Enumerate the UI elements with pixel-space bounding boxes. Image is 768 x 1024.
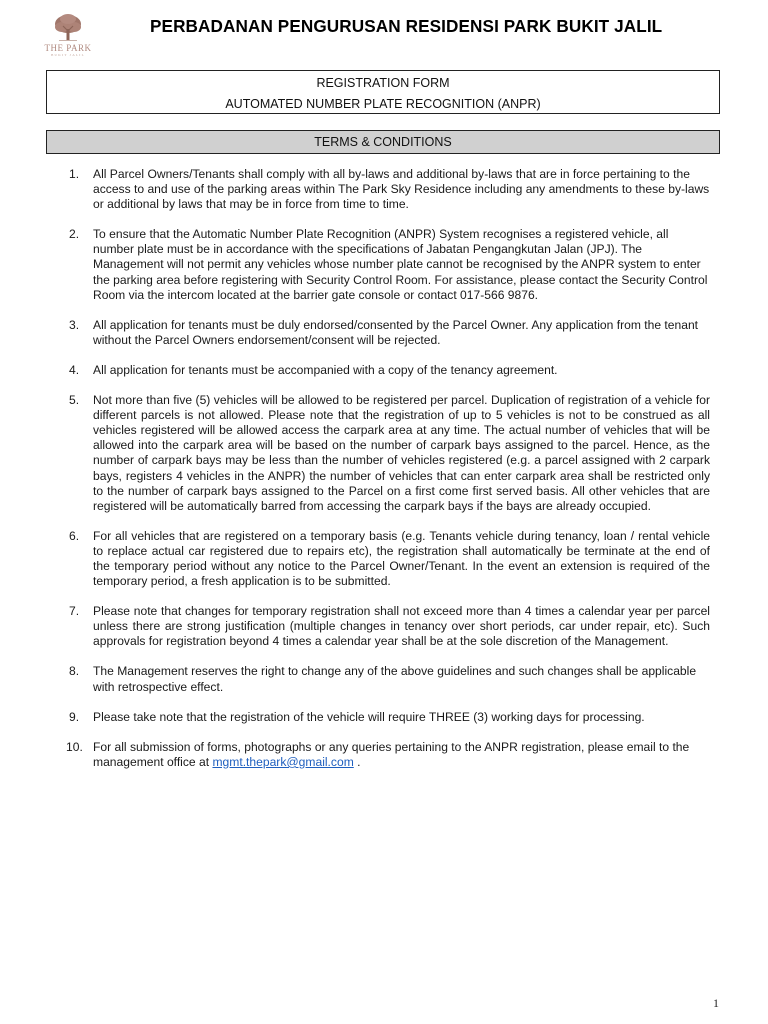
term-text: Not more than five (5) vehicles will be allowed to be registered per parcel. Duplication of registration of a vehicle for different parcels is not allowed. Please note that the registration of up to 5 vehicles is not to be construed as all vehicles registered will be allowed access the carpark area at any time. The actual number of vehicles that will be allowed into the carpark area will be based on the number of carpark bays assigned to the parcel. Hence, as the number of carpark bays may be less than the number of vehicles registered (e.g. a parcel assigned with 2 carpark bays, registers 4 vehicles in the ANPR) the number of vehicles that can enter carpark area shall be restricted only to the number of carpark bays assigned to the Parcel on a first come first served basis. All other vehicles that are registered will be automatically barred from accessing the carpark bays if the bays are already occupied. <box>93 393 710 513</box>
term-item-10 <box>66 740 710 770</box>
term-number: 9. <box>69 709 80 724</box>
term-number: 7. <box>69 604 80 619</box>
term-item-4 <box>66 363 710 378</box>
term-text: To ensure that the Automatic Number Plate Recognition (ANPR) System recognises a registered vehicle, all number plate must be in accordance with the specifications of Jabatan Pengangkutan Jalan (JPJ). The Management will not permit any vehicles whose number plate cannot be recognised by the ANPR system to enter the parking area before registering with Security Control Room. For assistance, please contact the Security Control Room via the intercom located at the barrier gate console or contact 017-566 9876. <box>93 227 708 302</box>
term-item-3 <box>66 318 710 348</box>
term-item-7 <box>66 604 710 649</box>
term-text: All application for tenants must be duly endorsed/consented by the Parcel Owner. Any application from the tenant without the Parcel Owners endorsement/consent will be rejected. <box>93 317 699 347</box>
term-item-2 <box>66 227 710 302</box>
term-text: The Management reserves the right to change any of the above guidelines and such changes shall be applicable with retrospective effect. <box>93 664 697 694</box>
term-item-5 <box>66 393 710 514</box>
form-subtitle: AUTOMATED NUMBER PLATE RECOGNITION (ANPR) <box>225 97 541 111</box>
terms-heading: TERMS & CONDITIONS <box>46 130 720 154</box>
term-text: All application for tenants must be accompanied with a copy of the tenancy agreement. <box>93 362 558 377</box>
form-title: REGISTRATION FORM <box>316 76 450 90</box>
term-item-1 <box>66 167 710 212</box>
term-number: 1. <box>69 167 80 181</box>
term-text: For all submission of forms, photographs or any queries pertaining to the ANPR registration, please email to the management office at <box>93 739 690 769</box>
term-number: 2. <box>69 227 80 242</box>
term-text: Please note that changes for temporary registration shall not exceed more than 4 times a calendar year per parcel unless there are strong justification (multiple changes in tenancy over short periods, car under repair, etc). Such approvals for registration beyond 4 times a calendar year shall be at the sole discretion of the Management. <box>93 604 710 649</box>
the-park-logo <box>38 14 98 64</box>
email-link[interactable]: mgmt.thepark@gmail.com <box>212 754 354 769</box>
term-text: For all vehicles that are registered on a temporary basis (e.g. Tenants vehicle during tenancy, loan / rental vehicle to replace actual car registered due to repairs etc), the registration shall automatically be terminate at the end of the temporary period without any notice to the Parcel Owner/Tenant. In the event an extension is required of the temporary period, a fresh application is to be submitted. <box>93 528 710 589</box>
logo-name: THE PARK <box>44 43 92 53</box>
term-number: 10. <box>66 739 83 754</box>
terms-list <box>66 167 710 785</box>
term-number: 3. <box>69 317 80 332</box>
term-number: 8. <box>69 664 80 679</box>
tree-icon <box>53 14 83 42</box>
term-number: 6. <box>69 528 80 543</box>
organization-title: PERBADANAN PENGURUSAN RESIDENSI PARK BUKIT JALIL <box>150 16 663 36</box>
term-item-9 <box>66 710 710 725</box>
term-number: 4. <box>69 362 80 377</box>
form-title-box <box>46 70 720 114</box>
logo-tagline: BUKIT JALIL <box>50 53 86 57</box>
term-item-8 <box>66 664 710 694</box>
term-text: Please take note that the registration of the vehicle will require THREE (3) working days for processing. <box>93 709 645 724</box>
term-text-suffix: . <box>353 754 361 769</box>
term-number: 5. <box>69 393 80 408</box>
term-item-6 <box>66 529 710 589</box>
term-text: All Parcel Owners/Tenants shall comply with all by-laws and additional by-laws that are in force pertaining to the access to and use of the parking areas within The Park Sky Residence including any amendments to these by-laws or additional by laws that may be in force from time to time. <box>93 167 710 212</box>
page-number: 1 <box>713 996 719 1010</box>
